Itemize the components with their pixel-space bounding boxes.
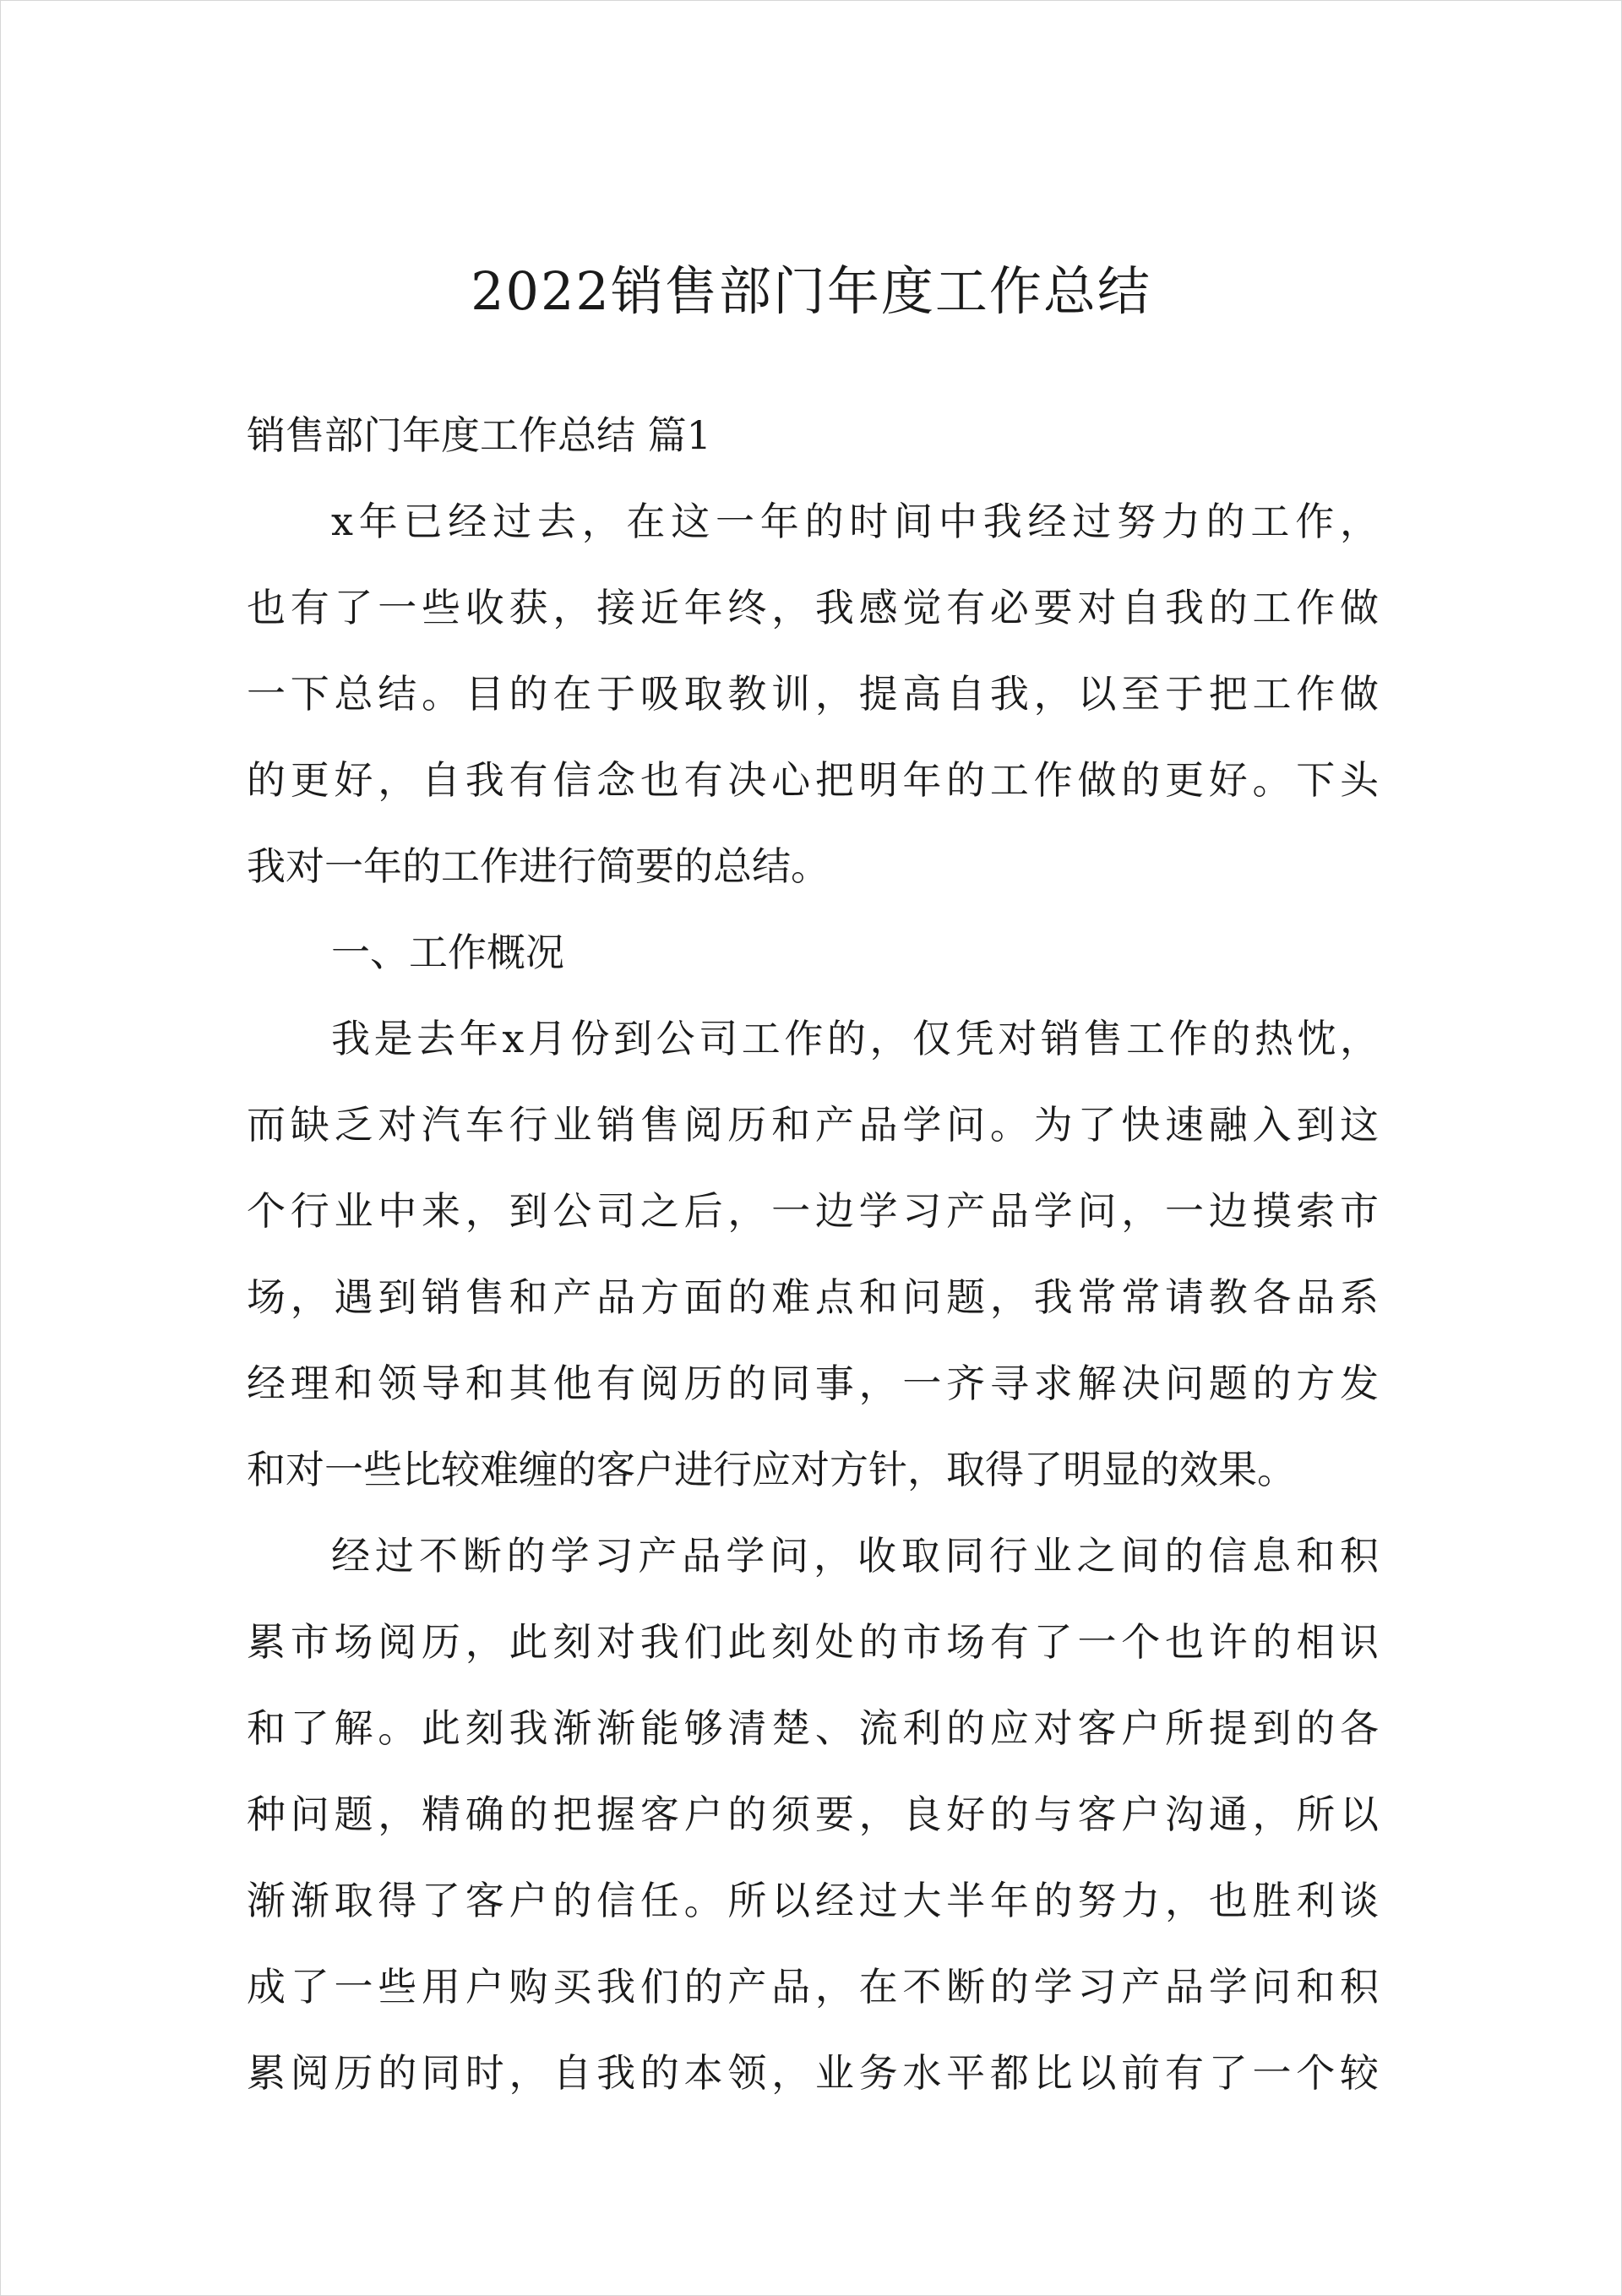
paragraph-line: 和对一些比较难缠的客户进行应对方针，取得了明显的效果。 — [247, 1447, 1296, 1492]
document-title: 2022销售部门年度工作总结 — [471, 260, 1151, 322]
paragraph-line: 和了解。此刻我渐渐能够清楚、流利的应对客户所提到的各 — [247, 1705, 1379, 1751]
paragraph-line: 渐渐取得了客户的信任。所以经过大半年的努力，也胜利谈 — [247, 1878, 1379, 1923]
paragraph-line: 经理和领导和其他有阅历的同事，一齐寻求解决问题的方发 — [247, 1361, 1379, 1406]
paragraph-line: 经过不断的学习产品学问，收取同行业之间的信息和积 — [331, 1533, 1379, 1579]
paragraph-line: 累市场阅历，此刻对我们此刻处的市场有了一个也许的相识 — [247, 1619, 1379, 1665]
document-body — [247, 392, 1379, 2116]
paragraph-line: 我是去年x月份到公司工作的，仅凭对销售工作的热忱， — [331, 1016, 1379, 1061]
paragraph-line: 也有了一些收获，接近年终，我感觉有必要对自我的工作做 — [247, 585, 1379, 630]
paragraph-line: 我对一年的工作进行简要的总结。 — [247, 843, 830, 889]
paragraph-line: 的更好，自我有信念也有决心把明年的工作做的更好。下头 — [247, 757, 1379, 803]
subsection-heading: 一、工作概况 — [331, 930, 564, 975]
paragraph-line: 个行业中来，到公司之后，一边学习产品学问，一边摸索市 — [247, 1188, 1379, 1234]
paragraph-line: 种问题，精确的把握客户的须要，良好的与客户沟通，所以 — [247, 1792, 1379, 1837]
paragraph-line: 一下总结。目的在于吸取教训，提高自我，以至于把工作做 — [247, 671, 1379, 717]
section-heading: 销售部门年度工作总结 篇1 — [247, 412, 711, 458]
paragraph-line: 而缺乏对汽车行业销售阅历和产品学问。为了快速融入到这 — [247, 1102, 1379, 1148]
paragraph-line: 累阅历的同时，自我的本领，业务水平都比以前有了一个较 — [247, 2050, 1379, 2096]
paragraph-line: 场，遇到销售和产品方面的难点和问题，我常常请教各品系 — [247, 1274, 1379, 1320]
paragraph-line: x年已经过去，在这一年的时间中我经过努力的工作， — [331, 499, 1379, 544]
paragraph-line: 成了一些用户购买我们的产品，在不断的学习产品学问和积 — [247, 1964, 1379, 2010]
